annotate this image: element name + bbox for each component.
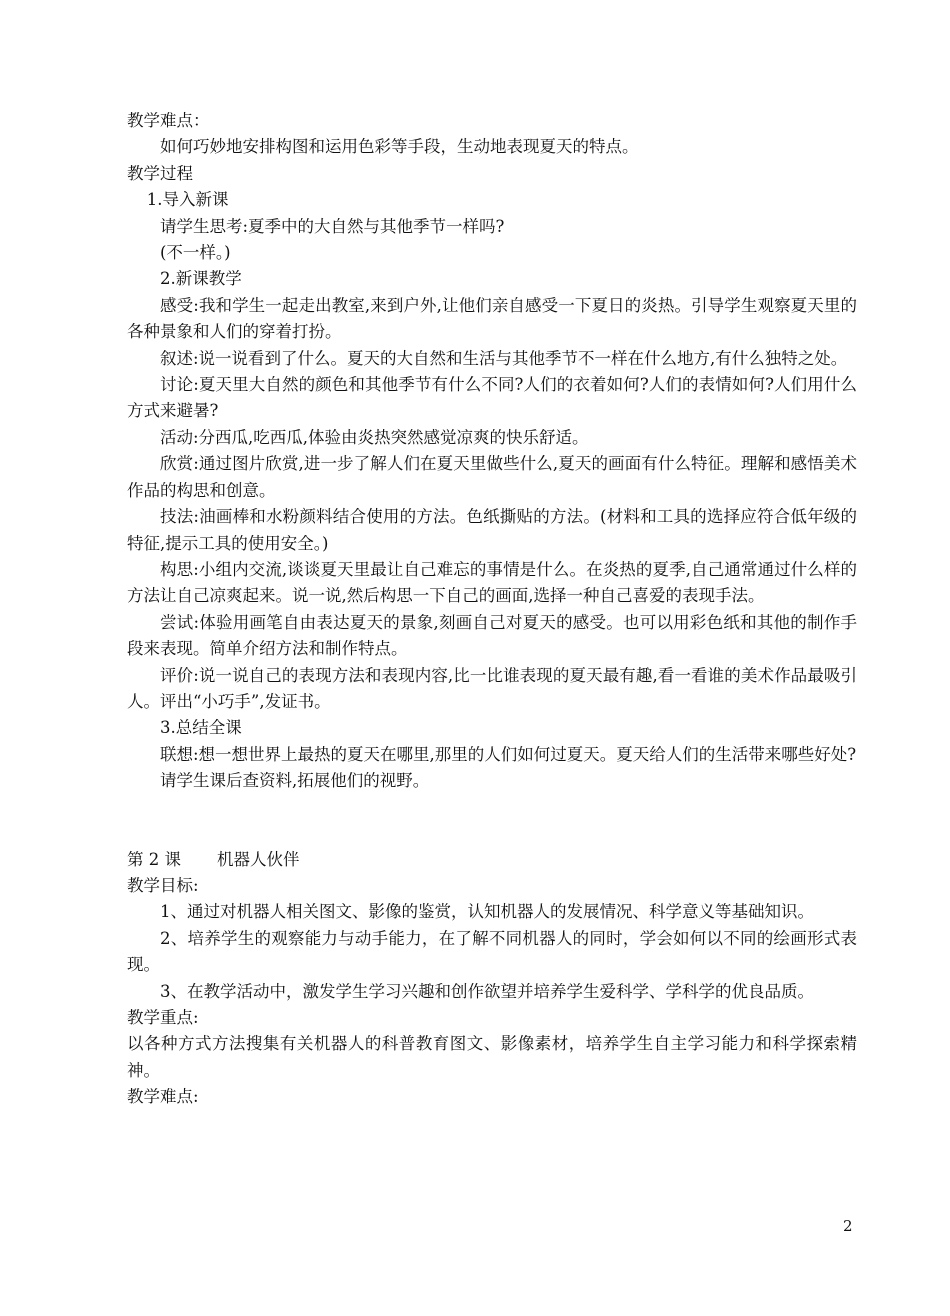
lesson1-difficulty-text: 如何巧妙地安排构图和运用色彩等手段，生动地表现夏天的特点。 <box>160 137 639 157</box>
lesson1-difficulty-heading: 教学难点： <box>127 111 210 130</box>
step1-answer: (不一样。) <box>160 243 231 263</box>
lesson2-goal-3: 3、在教学活动中，激发学生学习兴趣和创作欲望并培养学生爱科学、学科学的优良品质。 <box>160 981 814 1001</box>
step1-title: 1.导入新课 <box>146 190 229 210</box>
evaluate-paragraph: 评价:说一说自己的表现方法和表现内容,比一比谁表现的夏天最有趣,看一看谁的美术作品最吸引人。评出“小巧手”,发证书。 <box>127 665 857 711</box>
document-page <box>127 108 857 1111</box>
lesson2-goal-1: 1、通过对机器人相关图文、影像的鉴赏，认知机器人的发展情况、科学意义等基础知识。 <box>160 902 814 922</box>
lesson2-number: 第 2 课 <box>127 849 181 869</box>
lesson2-goal-2: 2、培养学生的观察能力与动手能力，在了解不同机器人的同时，学会如何以不同的绘画形式表现。 <box>127 928 857 975</box>
feel-paragraph: 感受:我和学生一起走出教室,来到户外,让他们亲自感受一下夏日的炎热。引导学生观察夏天里的各种景象和人们的穿着打扮。 <box>127 295 857 342</box>
lesson2-key-heading: 教学重点: <box>127 1008 199 1027</box>
lesson2-difficulty-heading: 教学难点: <box>127 1087 199 1107</box>
conceive-paragraph: 构思:小组内交流,谈谈夏天里最让自己难忘的事情是什么。在炎热的夏季,自己通常通过什么样的方法让自己凉爽起来。说一说,然后构思一下自己的画面,选择一种自己喜爱的表现手法。 <box>127 559 857 606</box>
lesson2-goals-heading: 教学目标: <box>127 875 199 895</box>
associate-paragraph: 联想:想一想世界上最热的夏天在哪里,那里的人们如何过夏天。夏天给人们的生活带来哪些好处? <box>160 744 857 764</box>
step2-title: 2.新课教学 <box>160 269 242 289</box>
lesson2-name: 机器人伙伴 <box>217 849 300 869</box>
appreciate-paragraph: 欣赏:通过图片欣赏,进一步了解人们在夏天里做些什么,夏天的画面有什么特征。理解和感悟美术作品的构思和创意。 <box>127 454 857 500</box>
page-number: 2 <box>843 1217 853 1235</box>
discuss-paragraph: 讨论:夏天里大自然的颜色和其他季节有什么不同?人们的衣着如何?人们的表情如何?人们用什么方式来避暑? <box>127 375 857 421</box>
activity-paragraph: 活动:分西瓜,吃西瓜,体验由炎热突然感觉凉爽的快乐舒适。 <box>160 427 589 447</box>
narrate-paragraph: 叙述:说一说看到了什么。夏天的大自然和生活与其他季节不一样在什么地方,有什么独特之处。 <box>160 348 848 368</box>
step3-title: 3.总结全课 <box>160 718 242 738</box>
extend-paragraph: 请学生课后查资料,拓展他们的视野。 <box>160 771 430 791</box>
lesson2-key-text: 以各种方式方法搜集有关机器人的科普教育图文、影像素材，培养学生自主学习能力和科学探索精神。 <box>127 1034 857 1080</box>
attempt-paragraph: 尝试:体验用画笔自由表达夏天的景象,刻画自己对夏天的感受。也可以用彩色纸和其他的制作手段来表现。简单介绍方法和制作特点。 <box>127 612 857 659</box>
step1-question: 请学生思考:夏季中的大自然与其他季节一样吗? <box>160 216 505 236</box>
technique-paragraph: 技法:油画棒和水粉颜料结合使用的方法。色纸撕贴的方法。(材料和工具的选择应符合低年级的特征,提示工具的使用安全。) <box>127 507 857 553</box>
process-heading: 教学过程 <box>127 163 193 183</box>
section-gap <box>127 795 857 847</box>
lesson2-title <box>127 847 857 873</box>
